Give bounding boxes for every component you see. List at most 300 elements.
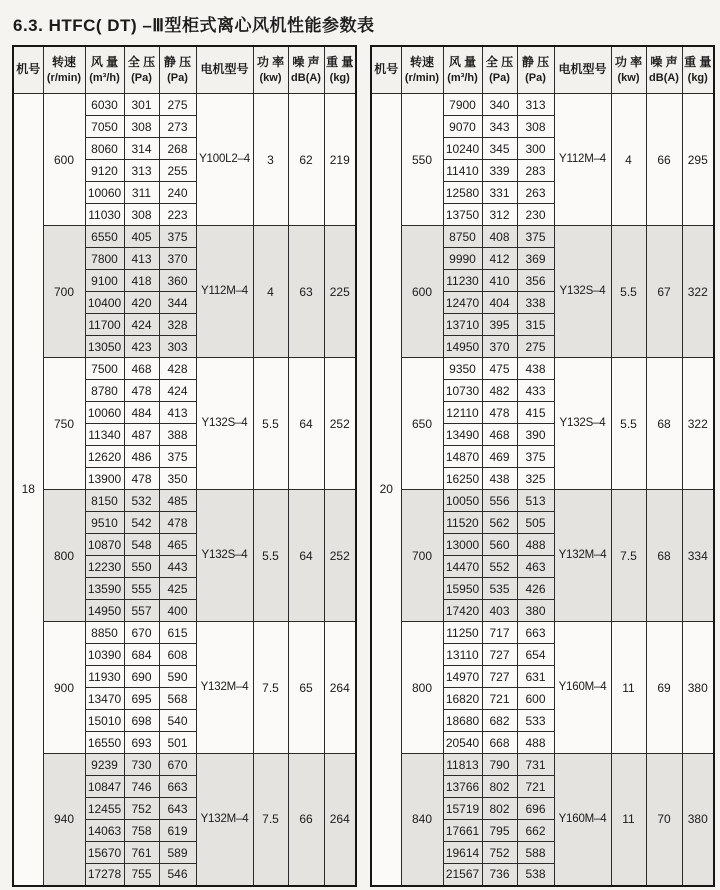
flow-cell: 15950 (443, 578, 482, 600)
static-pressure-cell: 283 (517, 160, 554, 182)
motor-cell: Y132M–4 (196, 622, 253, 754)
col-header-noise: 噪 声 dB(A) (288, 46, 324, 94)
flow-cell: 11030 (85, 204, 124, 226)
col-header-flow: 风 量 (m³/h) (443, 46, 482, 94)
power-cell: 7.5 (611, 490, 646, 622)
static-pressure-cell: 360 (159, 270, 196, 292)
static-pressure-cell: 388 (159, 424, 196, 446)
static-pressure-cell: 370 (159, 248, 196, 270)
flow-cell: 13710 (443, 314, 482, 336)
static-pressure-cell: 663 (517, 622, 554, 644)
noise-cell: 64 (288, 490, 324, 622)
col-header-jihao: 机号 (13, 46, 43, 94)
total-pressure-cell: 468 (124, 358, 159, 380)
speed-cell: 800 (401, 622, 443, 754)
col-header-power: 功 率 (kw) (611, 46, 646, 94)
flow-cell: 13490 (443, 424, 482, 446)
motor-cell: Y132S–4 (196, 358, 253, 490)
total-pressure-cell: 684 (124, 644, 159, 666)
power-cell: 4 (611, 94, 646, 226)
flow-cell: 18680 (443, 710, 482, 732)
total-pressure-cell: 478 (124, 468, 159, 490)
weight-cell: 264 (324, 622, 356, 754)
motor-cell: Y112M–4 (196, 226, 253, 358)
total-pressure-cell: 802 (482, 798, 517, 820)
flow-cell: 16550 (85, 732, 124, 754)
col-header-speed: 转速 (r/min) (43, 46, 85, 94)
col-header-total: 全 压 (Pa) (482, 46, 517, 94)
table-row (371, 490, 714, 512)
col-header-weight: 重 量 (kg) (324, 46, 356, 94)
motor-cell: Y132S–4 (554, 358, 611, 490)
static-pressure-cell: 663 (159, 776, 196, 798)
static-pressure-cell: 230 (517, 204, 554, 226)
speed-cell: 940 (43, 754, 85, 886)
static-pressure-cell: 255 (159, 160, 196, 182)
static-pressure-cell: 488 (517, 732, 554, 754)
flow-cell: 16820 (443, 688, 482, 710)
flow-cell: 11250 (443, 622, 482, 644)
col-header-flow: 风 量 (m³/h) (85, 46, 124, 94)
col-header-static: 静 压 (Pa) (517, 46, 554, 94)
total-pressure-cell: 535 (482, 578, 517, 600)
table-row (371, 358, 714, 380)
static-pressure-cell: 428 (159, 358, 196, 380)
total-pressure-cell: 468 (482, 424, 517, 446)
total-pressure-cell: 370 (482, 336, 517, 358)
static-pressure-cell: 375 (517, 446, 554, 468)
flow-cell: 17278 (85, 864, 124, 886)
flow-cell: 8150 (85, 490, 124, 512)
flow-cell: 12110 (443, 402, 482, 424)
power-cell: 4 (253, 226, 288, 358)
total-pressure-cell: 548 (124, 534, 159, 556)
motor-cell: Y112M–4 (554, 94, 611, 226)
total-pressure-cell: 560 (482, 534, 517, 556)
flow-cell: 15010 (85, 710, 124, 732)
static-pressure-cell: 465 (159, 534, 196, 556)
power-cell: 5.5 (611, 226, 646, 358)
static-pressure-cell: 240 (159, 182, 196, 204)
weight-cell: 219 (324, 94, 356, 226)
total-pressure-cell: 755 (124, 864, 159, 886)
static-pressure-cell: 313 (517, 94, 554, 116)
static-pressure-cell: 590 (159, 666, 196, 688)
flow-cell: 8060 (85, 138, 124, 160)
flow-cell: 20540 (443, 732, 482, 754)
motor-cell: Y160M–4 (554, 622, 611, 754)
total-pressure-cell: 413 (124, 248, 159, 270)
col-header-static: 静 压 (Pa) (159, 46, 196, 94)
flow-cell: 9070 (443, 116, 482, 138)
flow-cell: 13900 (85, 468, 124, 490)
flow-cell: 10390 (85, 644, 124, 666)
static-pressure-cell: 443 (159, 556, 196, 578)
static-pressure-cell: 275 (517, 336, 554, 358)
total-pressure-cell: 727 (482, 644, 517, 666)
weight-cell: 252 (324, 358, 356, 490)
total-pressure-cell: 340 (482, 94, 517, 116)
weight-cell: 334 (682, 490, 714, 622)
total-pressure-cell: 717 (482, 622, 517, 644)
flow-cell: 6550 (85, 226, 124, 248)
flow-cell: 9100 (85, 270, 124, 292)
noise-cell: 65 (288, 622, 324, 754)
table-row (13, 94, 356, 116)
flow-cell: 7500 (85, 358, 124, 380)
flow-cell: 14950 (443, 336, 482, 358)
static-pressure-cell: 538 (517, 864, 554, 886)
flow-cell: 9239 (85, 754, 124, 776)
flow-cell: 13766 (443, 776, 482, 798)
total-pressure-cell: 542 (124, 512, 159, 534)
static-pressure-cell: 369 (517, 248, 554, 270)
total-pressure-cell: 758 (124, 820, 159, 842)
total-pressure-cell: 693 (124, 732, 159, 754)
flow-cell: 14950 (85, 600, 124, 622)
total-pressure-cell: 752 (482, 842, 517, 864)
total-pressure-cell: 343 (482, 116, 517, 138)
noise-cell: 62 (288, 94, 324, 226)
total-pressure-cell: 395 (482, 314, 517, 336)
flow-cell: 13110 (443, 644, 482, 666)
static-pressure-cell: 654 (517, 644, 554, 666)
total-pressure-cell: 695 (124, 688, 159, 710)
flow-cell: 11520 (443, 512, 482, 534)
noise-cell: 67 (646, 226, 682, 358)
noise-cell: 69 (646, 622, 682, 754)
static-pressure-cell: 325 (517, 468, 554, 490)
speed-cell: 900 (43, 622, 85, 754)
total-pressure-cell: 403 (482, 600, 517, 622)
static-pressure-cell: 568 (159, 688, 196, 710)
flow-cell: 19614 (443, 842, 482, 864)
static-pressure-cell: 356 (517, 270, 554, 292)
flow-cell: 8750 (443, 226, 482, 248)
total-pressure-cell: 761 (124, 842, 159, 864)
static-pressure-cell: 619 (159, 820, 196, 842)
flow-cell: 10400 (85, 292, 124, 314)
speed-cell: 650 (401, 358, 443, 490)
weight-cell: 322 (682, 226, 714, 358)
total-pressure-cell: 670 (124, 622, 159, 644)
total-pressure-cell: 736 (482, 864, 517, 886)
static-pressure-cell: 608 (159, 644, 196, 666)
static-pressure-cell: 463 (517, 556, 554, 578)
static-pressure-cell: 426 (517, 578, 554, 600)
total-pressure-cell: 408 (482, 226, 517, 248)
total-pressure-cell: 410 (482, 270, 517, 292)
total-pressure-cell: 721 (482, 688, 517, 710)
total-pressure-cell: 557 (124, 600, 159, 622)
flow-cell: 10240 (443, 138, 482, 160)
flow-cell: 7800 (85, 248, 124, 270)
table-row (371, 754, 714, 776)
power-cell: 7.5 (253, 622, 288, 754)
static-pressure-cell: 303 (159, 336, 196, 358)
static-pressure-cell: 273 (159, 116, 196, 138)
flow-cell: 13050 (85, 336, 124, 358)
flow-cell: 10060 (85, 182, 124, 204)
total-pressure-cell: 698 (124, 710, 159, 732)
flow-cell: 10060 (85, 402, 124, 424)
flow-cell: 12470 (443, 292, 482, 314)
total-pressure-cell: 562 (482, 512, 517, 534)
total-pressure-cell: 405 (124, 226, 159, 248)
total-pressure-cell: 730 (124, 754, 159, 776)
total-pressure-cell: 484 (124, 402, 159, 424)
total-pressure-cell: 331 (482, 182, 517, 204)
static-pressure-cell: 540 (159, 710, 196, 732)
total-pressure-cell: 552 (482, 556, 517, 578)
total-pressure-cell: 790 (482, 754, 517, 776)
static-pressure-cell: 501 (159, 732, 196, 754)
static-pressure-cell: 533 (517, 710, 554, 732)
static-pressure-cell: 350 (159, 468, 196, 490)
total-pressure-cell: 478 (124, 380, 159, 402)
static-pressure-cell: 400 (159, 600, 196, 622)
flow-cell: 8780 (85, 380, 124, 402)
static-pressure-cell: 662 (517, 820, 554, 842)
static-pressure-cell: 696 (517, 798, 554, 820)
noise-cell: 64 (288, 358, 324, 490)
static-pressure-cell: 505 (517, 512, 554, 534)
flow-cell: 10847 (85, 776, 124, 798)
static-pressure-cell: 589 (159, 842, 196, 864)
speed-cell: 800 (43, 490, 85, 622)
total-pressure-cell: 482 (482, 380, 517, 402)
static-pressure-cell: 485 (159, 490, 196, 512)
weight-cell: 322 (682, 358, 714, 490)
static-pressure-cell: 375 (159, 446, 196, 468)
static-pressure-cell: 488 (517, 534, 554, 556)
table-row (13, 490, 356, 512)
static-pressure-cell: 375 (159, 226, 196, 248)
flow-cell: 14970 (443, 666, 482, 688)
table-row (13, 226, 356, 248)
flow-cell: 7050 (85, 116, 124, 138)
static-pressure-cell: 344 (159, 292, 196, 314)
power-cell: 11 (611, 754, 646, 886)
weight-cell: 380 (682, 622, 714, 754)
flow-cell: 12455 (85, 798, 124, 820)
static-pressure-cell: 380 (517, 600, 554, 622)
total-pressure-cell: 420 (124, 292, 159, 314)
flow-cell: 14063 (85, 820, 124, 842)
flow-cell: 11340 (85, 424, 124, 446)
static-pressure-cell: 268 (159, 138, 196, 160)
noise-cell: 63 (288, 226, 324, 358)
total-pressure-cell: 311 (124, 182, 159, 204)
noise-cell: 68 (646, 358, 682, 490)
flow-cell: 17661 (443, 820, 482, 842)
static-pressure-cell: 631 (517, 666, 554, 688)
flow-cell: 11930 (85, 666, 124, 688)
total-pressure-cell: 424 (124, 314, 159, 336)
col-header-total: 全 压 (Pa) (124, 46, 159, 94)
total-pressure-cell: 301 (124, 94, 159, 116)
weight-cell: 252 (324, 490, 356, 622)
static-pressure-cell: 721 (517, 776, 554, 798)
power-cell: 3 (253, 94, 288, 226)
static-pressure-cell: 438 (517, 358, 554, 380)
col-header-noise: 噪 声 dB(A) (646, 46, 682, 94)
fan-performance-table-machine-18 (12, 45, 357, 887)
static-pressure-cell: 478 (159, 512, 196, 534)
machine-no-cell: 20 (371, 94, 401, 886)
motor-cell: Y100L2–4 (196, 94, 253, 226)
noise-cell: 66 (288, 754, 324, 886)
flow-cell: 12230 (85, 556, 124, 578)
table-row (13, 622, 356, 644)
weight-cell: 225 (324, 226, 356, 358)
total-pressure-cell: 668 (482, 732, 517, 754)
table-row (13, 754, 356, 776)
total-pressure-cell: 418 (124, 270, 159, 292)
static-pressure-cell: 424 (159, 380, 196, 402)
tables-row (0, 45, 720, 887)
page-title: 6.3. HTFC( DT) –Ⅲ型柜式离心风机性能参数表 (13, 16, 375, 35)
static-pressure-cell: 670 (159, 754, 196, 776)
static-pressure-cell: 415 (517, 402, 554, 424)
flow-cell: 11700 (85, 314, 124, 336)
motor-cell: Y160M–4 (554, 754, 611, 886)
flow-cell: 14870 (443, 446, 482, 468)
col-header-motor: 电机型号 (196, 46, 253, 94)
flow-cell: 21567 (443, 864, 482, 886)
col-header-jihao: 机号 (371, 46, 401, 94)
flow-cell: 12580 (443, 182, 482, 204)
table-row (13, 358, 356, 380)
table-row (371, 226, 714, 248)
flow-cell: 8850 (85, 622, 124, 644)
power-cell: 7.5 (253, 754, 288, 886)
flow-cell: 15670 (85, 842, 124, 864)
speed-cell: 840 (401, 754, 443, 886)
static-pressure-cell: 263 (517, 182, 554, 204)
motor-cell: Y132M–4 (196, 754, 253, 886)
weight-cell: 380 (682, 754, 714, 886)
col-header-power: 功 率 (kw) (253, 46, 288, 94)
power-cell: 5.5 (253, 358, 288, 490)
total-pressure-cell: 487 (124, 424, 159, 446)
flow-cell: 11410 (443, 160, 482, 182)
total-pressure-cell: 404 (482, 292, 517, 314)
flow-cell: 10870 (85, 534, 124, 556)
weight-cell: 295 (682, 94, 714, 226)
total-pressure-cell: 469 (482, 446, 517, 468)
static-pressure-cell: 390 (517, 424, 554, 446)
total-pressure-cell: 412 (482, 248, 517, 270)
static-pressure-cell: 433 (517, 380, 554, 402)
total-pressure-cell: 312 (482, 204, 517, 226)
total-pressure-cell: 727 (482, 666, 517, 688)
table-row (371, 94, 714, 116)
static-pressure-cell: 513 (517, 490, 554, 512)
motor-cell: Y132S–4 (554, 226, 611, 358)
static-pressure-cell: 328 (159, 314, 196, 336)
flow-cell: 9120 (85, 160, 124, 182)
static-pressure-cell: 588 (517, 842, 554, 864)
flow-cell: 13750 (443, 204, 482, 226)
static-pressure-cell: 615 (159, 622, 196, 644)
total-pressure-cell: 308 (124, 116, 159, 138)
total-pressure-cell: 550 (124, 556, 159, 578)
flow-cell: 17420 (443, 600, 482, 622)
col-header-speed: 转速 (r/min) (401, 46, 443, 94)
static-pressure-cell: 546 (159, 864, 196, 886)
static-pressure-cell: 223 (159, 204, 196, 226)
total-pressure-cell: 339 (482, 160, 517, 182)
static-pressure-cell: 338 (517, 292, 554, 314)
flow-cell: 13470 (85, 688, 124, 710)
total-pressure-cell: 746 (124, 776, 159, 798)
total-pressure-cell: 478 (482, 402, 517, 424)
speed-cell: 600 (43, 94, 85, 226)
static-pressure-cell: 315 (517, 314, 554, 336)
flow-cell: 15719 (443, 798, 482, 820)
machine-no-cell: 18 (13, 94, 43, 886)
total-pressure-cell: 795 (482, 820, 517, 842)
flow-cell: 10730 (443, 380, 482, 402)
total-pressure-cell: 308 (124, 204, 159, 226)
speed-cell: 700 (401, 490, 443, 622)
static-pressure-cell: 600 (517, 688, 554, 710)
total-pressure-cell: 555 (124, 578, 159, 600)
noise-cell: 68 (646, 490, 682, 622)
static-pressure-cell: 425 (159, 578, 196, 600)
power-cell: 5.5 (611, 358, 646, 490)
static-pressure-cell: 300 (517, 138, 554, 160)
power-cell: 5.5 (253, 490, 288, 622)
flow-cell: 9990 (443, 248, 482, 270)
flow-cell: 6030 (85, 94, 124, 116)
col-header-weight: 重 量 (kg) (682, 46, 714, 94)
flow-cell: 13000 (443, 534, 482, 556)
static-pressure-cell: 275 (159, 94, 196, 116)
flow-cell: 16250 (443, 468, 482, 490)
flow-cell: 9510 (85, 512, 124, 534)
flow-cell: 10050 (443, 490, 482, 512)
noise-cell: 70 (646, 754, 682, 886)
flow-cell: 11813 (443, 754, 482, 776)
total-pressure-cell: 690 (124, 666, 159, 688)
motor-cell: Y132S–4 (196, 490, 253, 622)
speed-cell: 550 (401, 94, 443, 226)
power-cell: 11 (611, 622, 646, 754)
speed-cell: 750 (43, 358, 85, 490)
total-pressure-cell: 423 (124, 336, 159, 358)
static-pressure-cell: 413 (159, 402, 196, 424)
total-pressure-cell: 802 (482, 776, 517, 798)
flow-cell: 14470 (443, 556, 482, 578)
total-pressure-cell: 438 (482, 468, 517, 490)
col-header-motor: 电机型号 (554, 46, 611, 94)
flow-cell: 11230 (443, 270, 482, 292)
total-pressure-cell: 752 (124, 798, 159, 820)
total-pressure-cell: 556 (482, 490, 517, 512)
flow-cell: 12620 (85, 446, 124, 468)
static-pressure-cell: 643 (159, 798, 196, 820)
total-pressure-cell: 313 (124, 160, 159, 182)
total-pressure-cell: 532 (124, 490, 159, 512)
weight-cell: 264 (324, 754, 356, 886)
static-pressure-cell: 731 (517, 754, 554, 776)
flow-cell: 13590 (85, 578, 124, 600)
table-row (371, 622, 714, 644)
total-pressure-cell: 314 (124, 138, 159, 160)
static-pressure-cell: 375 (517, 226, 554, 248)
